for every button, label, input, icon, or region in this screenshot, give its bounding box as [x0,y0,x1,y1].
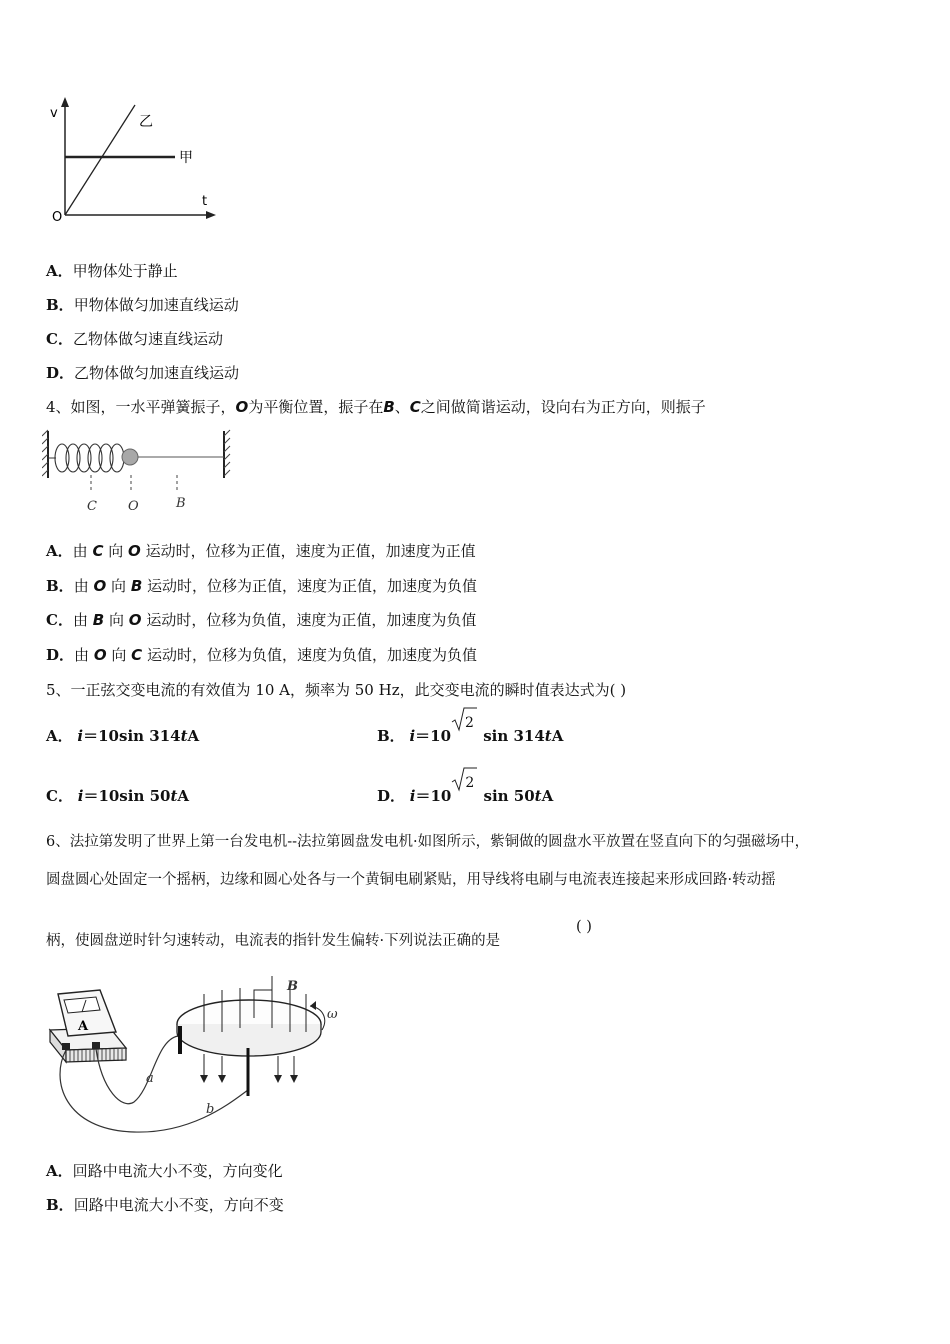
label-omega: ω [327,1007,338,1022]
label-yi: 乙 [139,114,153,130]
q6-option-b: B．回路中电流大小不变，方向不变 [46,1196,284,1214]
q4-option-c: C．由 B 向 O 运动时，位移为负值，速度为正值，加速度为负值 [46,611,477,629]
v-axis-arrow [61,97,69,107]
q4-option-d: D．由 O 向 C 运动时，位移为负值，速度为负值，加速度为负值 [46,646,477,664]
q3-option-c: C．乙物体做匀速直线运动 [46,330,223,348]
q4-option-a: A．由 C 向 O 运动时，位移为正值，速度为正值，加速度为正值 [46,542,476,560]
q4-stem: 4、如图，一水平弹簧振子，O为平衡位置，振子在B、C之间做简谐运动，设向右为正方向，则振子 [46,398,706,416]
label-v: v [50,106,58,121]
label-B: B [287,979,298,994]
q6-stem-line2: 圆盘圆心处固定一个摇柄，边缘和圆心处各与一个黄铜电刷紧贴，用导线将电刷与电流表连接起来形成回路·转动摇 [46,872,776,888]
ammeter-label: A [78,1019,89,1034]
label-t: t [202,194,208,209]
rotation-arrowhead [310,1001,316,1010]
spring-oscillator-figure [42,428,242,520]
terminal-right [92,1042,100,1049]
q6-answer-paren: ( ) [576,919,592,935]
label-c: C [87,499,97,514]
q5-option-d: D． i＝10 2 sin 50tA [377,786,553,807]
q6-stem-line1: 6、法拉第发明了世界上第一台发电机--法拉第圆盘发电机·如图所示，紫铜做的圆盘水平放置在竖直向下的匀强磁场中， [46,834,810,850]
label-o: O [128,499,139,514]
q3-option-a: A．甲物体处于静止 [46,262,178,280]
q5-option-b: B． i＝10 2 sin 314tA [377,726,563,747]
q5-option-c: C． i＝10sin 50tA [46,787,190,805]
q6-stem-line3: 柄，使圆盘逆时针匀速转动，电流表的指针发生偏转·下列说法正确的是 [46,933,501,949]
faraday-disc-figure [44,970,354,1140]
spring-coils [55,444,124,472]
q6-option-a: A．回路中电流大小不变，方向变化 [46,1162,283,1180]
line-yi [65,105,135,215]
q5-stem: 5、一正弦交变电流的有效值为 10 A，频率为 50 Hz，此交变电流的瞬时值表达式为( ) [46,681,627,699]
q3-option-b: B．甲物体做匀加速直线运动 [46,296,239,314]
wire-b [60,1050,248,1132]
vt-graph [40,95,230,230]
label-b: b [206,1102,215,1117]
sqrt-2: 2 [451,726,460,747]
q5-option-a: A． i＝10sin 314tA [46,727,200,745]
q4-option-b: B．由 O 向 B 运动时，位移为正值，速度为正值，加速度为负值 [46,577,478,595]
label-a: a [146,1071,154,1086]
t-axis-arrow [206,211,216,219]
label-b: B [176,496,186,511]
sqrt-2: 2 [451,786,460,807]
label-jia: 甲 [179,150,193,166]
q3-option-d: D．乙物体做匀加速直线运动 [46,364,240,382]
terminal-left [62,1043,70,1050]
label-origin: O [52,210,63,225]
oscillator-ball [122,449,138,465]
